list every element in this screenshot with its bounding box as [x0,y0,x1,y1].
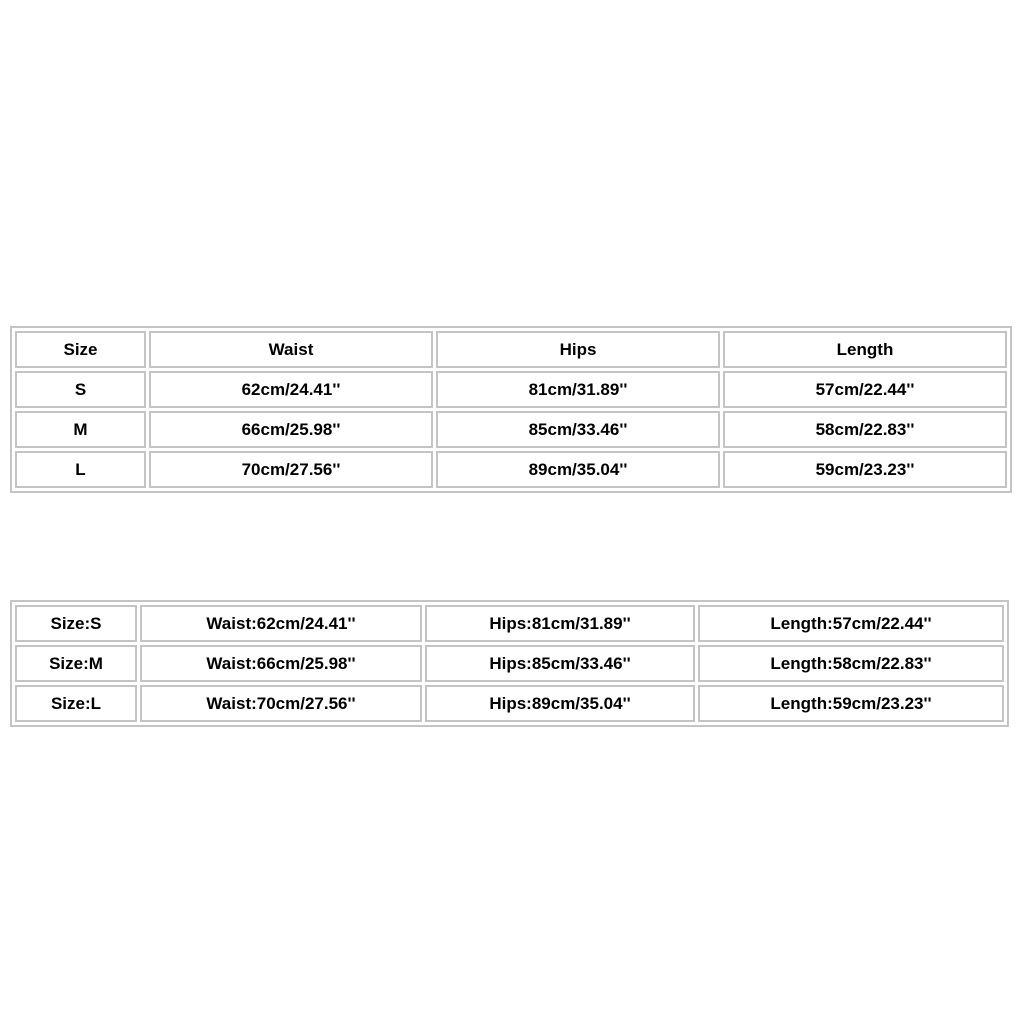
table-row [15,645,1004,682]
header-size: Size [15,331,146,368]
cell-length: 57cm/22.44'' [723,371,1007,408]
cell-size: S [15,371,146,408]
size-list-table [10,600,1009,727]
cell-hips: Hips:85cm/33.46'' [425,645,695,682]
cell-size: Size:M [15,645,137,682]
cell-length: Length:59cm/23.23'' [698,685,1004,722]
cell-waist: Waist:66cm/25.98'' [140,645,422,682]
cell-hips: Hips:89cm/35.04'' [425,685,695,722]
cell-waist: Waist:70cm/27.56'' [140,685,422,722]
table-header-row [15,331,1007,368]
cell-size: Size:L [15,685,137,722]
table-row [15,685,1004,722]
cell-hips: Hips:81cm/31.89'' [425,605,695,642]
header-waist: Waist [149,331,433,368]
table-row [15,451,1007,488]
size-chart-table [10,326,1012,493]
cell-length: Length:58cm/22.83'' [698,645,1004,682]
cell-hips: 81cm/31.89'' [436,371,720,408]
cell-size: M [15,411,146,448]
cell-length: Length:57cm/22.44'' [698,605,1004,642]
cell-size: L [15,451,146,488]
table-row [15,371,1007,408]
cell-waist: 66cm/25.98'' [149,411,433,448]
cell-hips: 89cm/35.04'' [436,451,720,488]
cell-hips: 85cm/33.46'' [436,411,720,448]
cell-size: Size:S [15,605,137,642]
cell-length: 58cm/22.83'' [723,411,1007,448]
header-hips: Hips [436,331,720,368]
cell-waist: 70cm/27.56'' [149,451,433,488]
cell-waist: 62cm/24.41'' [149,371,433,408]
header-length: Length [723,331,1007,368]
table-row [15,605,1004,642]
table-row [15,411,1007,448]
cell-waist: Waist:62cm/24.41'' [140,605,422,642]
cell-length: 59cm/23.23'' [723,451,1007,488]
